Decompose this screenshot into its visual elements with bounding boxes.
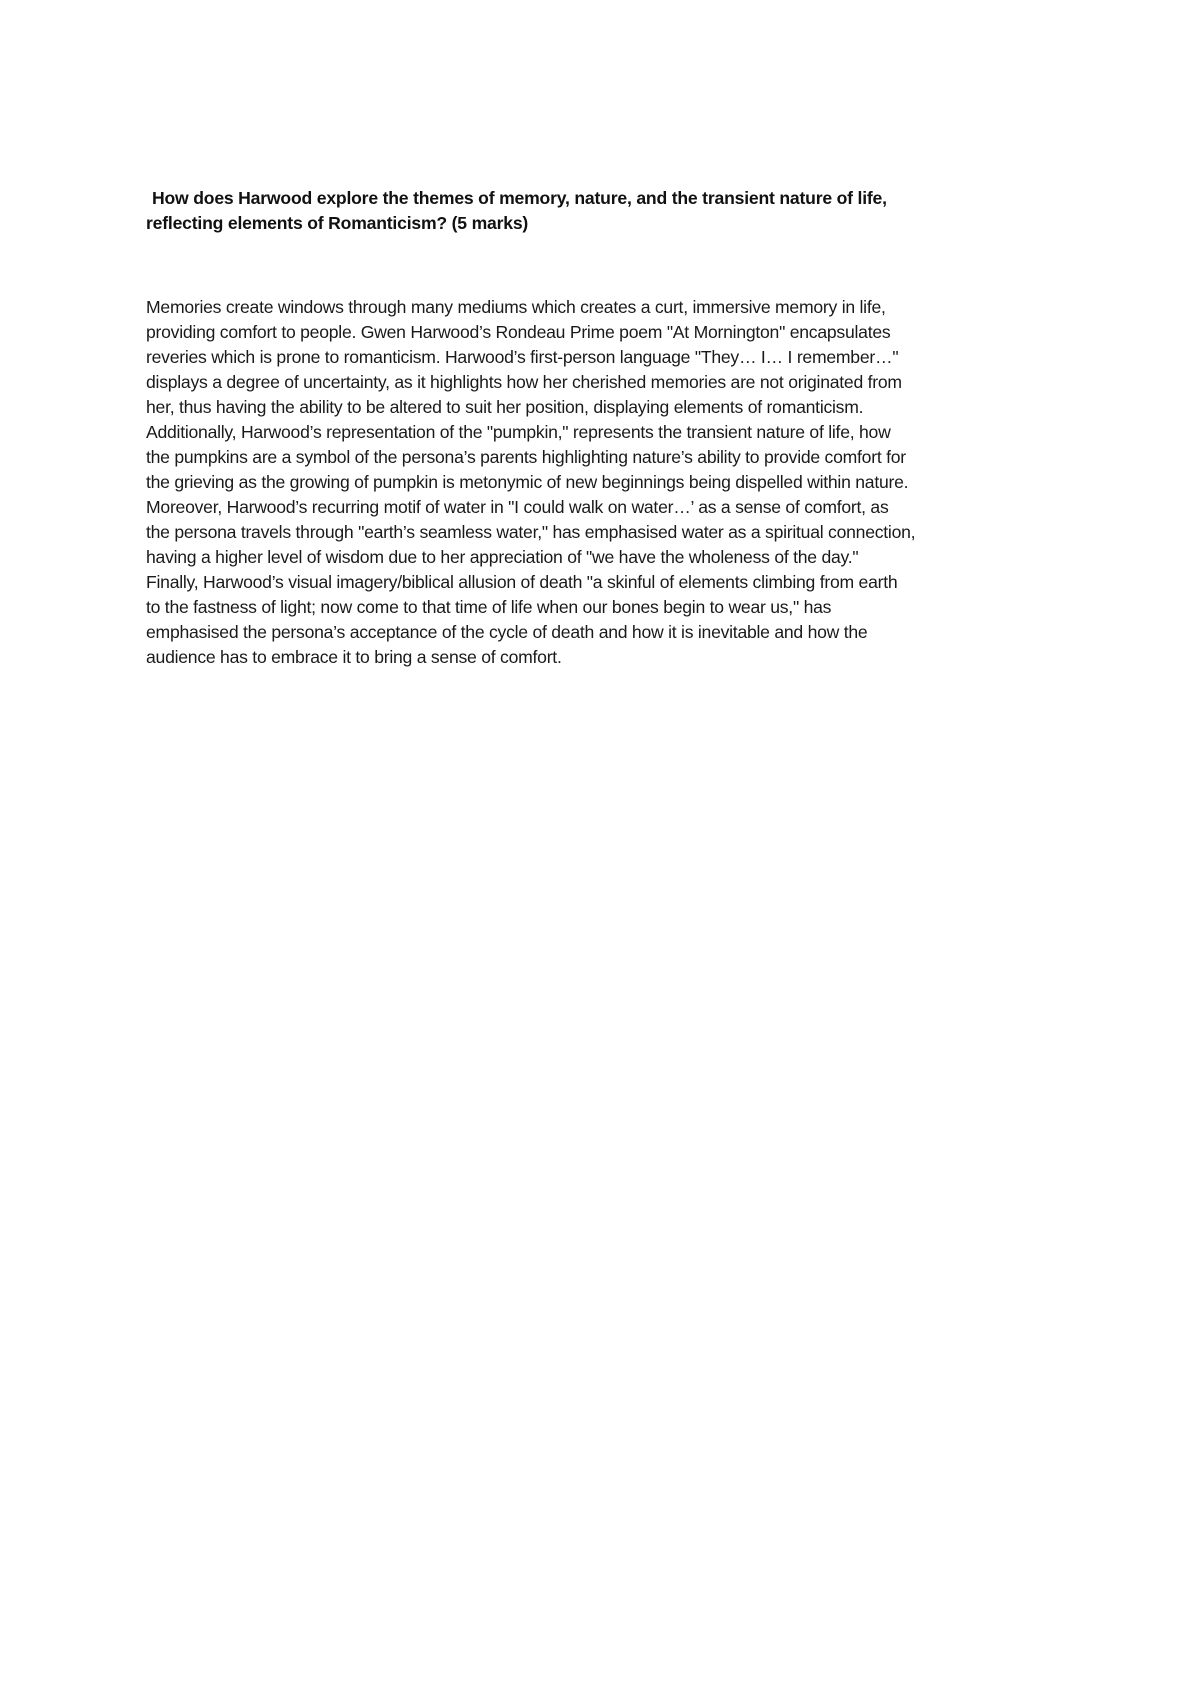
question-line-1: How does Harwood explore the themes of memory, nature, and the transient nature of life, [152,188,887,208]
answer-line: the persona travels through "earth’s seamless water," has emphasised water as a spiritual connection, [146,522,916,542]
answer-paragraph [146,295,1086,670]
answer-line: to the fastness of light; now come to that time of life when our bones begin to wear us," has [146,597,832,617]
answer-line: Finally, Harwood’s visual imagery/biblical allusion of death "a skinful of elements climbing from earth [146,572,898,592]
answer-line: providing comfort to people. Gwen Harwood’s Rondeau Prime poem "At Mornington" encapsulates [146,322,891,342]
answer-line: the pumpkins are a symbol of the persona’s parents highlighting nature’s ability to provide comfort for [146,447,906,467]
answer-line: reveries which is prone to romanticism. Harwood’s first-person language "They… I… I remember…" [146,347,899,367]
answer-line: emphasised the persona’s acceptance of the cycle of death and how it is inevitable and how the [146,622,868,642]
answer-line: having a higher level of wisdom due to her appreciation of "we have the wholeness of the day." [146,547,859,567]
answer-line: Memories create windows through many mediums which creates a curt, immersive memory in life, [146,297,886,317]
answer-line: Moreover, Harwood’s recurring motif of water in "I could walk on water…’ as a sense of comfort, as [146,497,889,517]
question-line-2: reflecting elements of Romanticism? (5 marks) [146,213,529,233]
answer-line: the grieving as the growing of pumpkin is metonymic of new beginnings being dispelled within nature. [146,472,909,492]
answer-line: Additionally, Harwood’s representation of the "pumpkin," represents the transient nature of life, how [146,422,891,442]
answer-line: displays a degree of uncertainty, as it highlights how her cherished memories are not originated from [146,372,902,392]
answer-line: audience has to embrace it to bring a sense of comfort. [146,647,562,667]
question-heading [146,186,1086,236]
answer-line: her, thus having the ability to be altered to suit her position, displaying elements of romanticism. [146,397,864,417]
